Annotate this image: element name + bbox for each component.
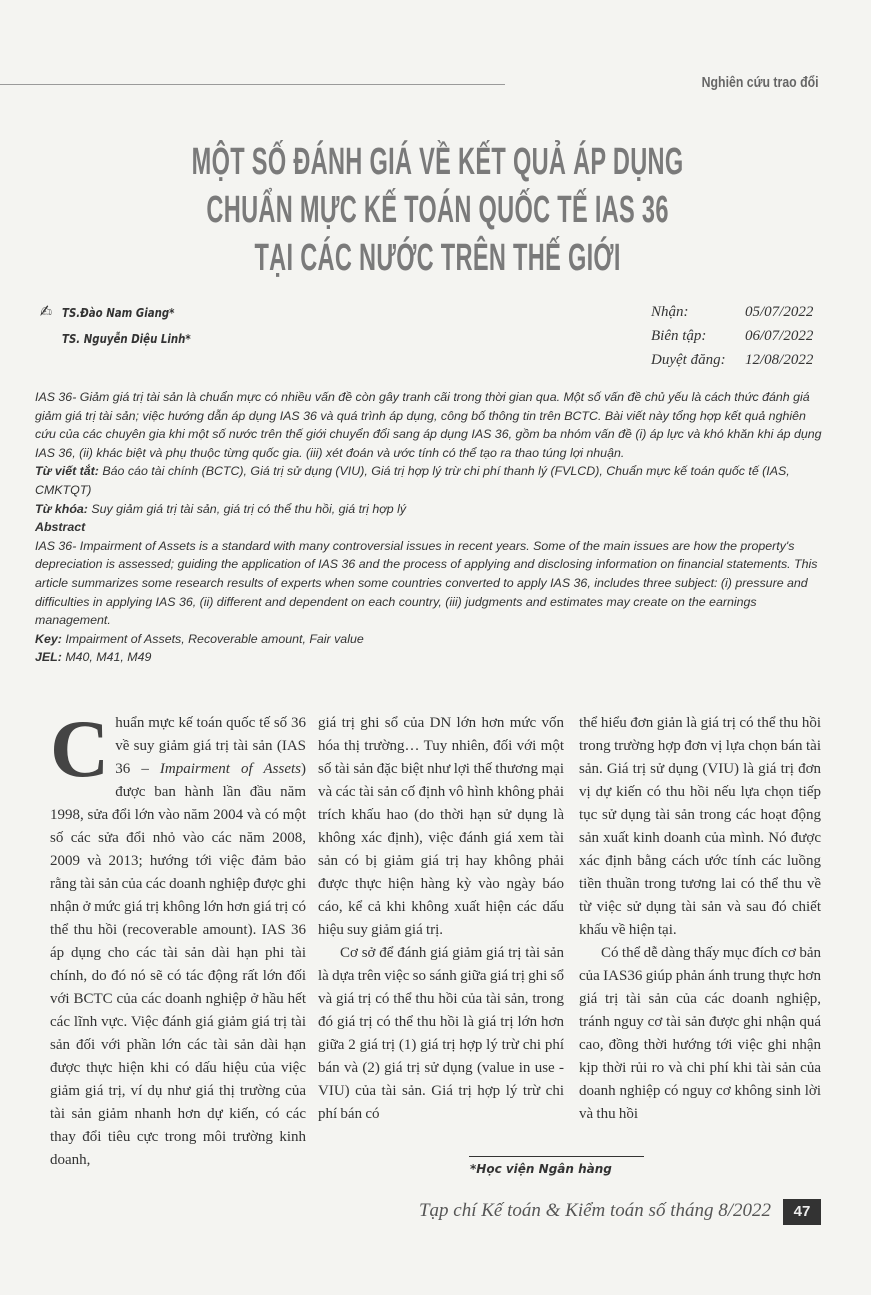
- date-value: 05/07/2022: [745, 304, 814, 320]
- page-number: 47: [783, 1199, 821, 1225]
- title-line: TẠI CÁC NƯỚC TRÊN THẾ GIỚI: [254, 237, 621, 279]
- paragraph-text: ) được ban hành lần đầu năm 1998, sửa đổi lớn vào năm 2004 và có một số các sửa đổi nhỏ vào các năm 2008, 2009 và 2013; hướng tới việc đảm bảo rằng tài sản của các doanh nghiệp được ghi nhận ở mức giá trị không lớn hơn giá trị có thể thu hồi (recoverable amount). IAS 36 áp dụng cho các tài sản dài hạn phi tài chính, do đó nó sẽ có tác động rất lớn đối với BCTC của các doanh nghiệp ở hầu hết các lĩnh vực. Việc đánh giá giảm giá trị tài sản đối với phần lớn các tài sản dài hạn được thực hiện khi có dấu hiệu của việc giảm giá trị, ví dụ như giá thị trường của tài sản giảm nhanh hơn dự kiến, có các thay đổi tiêu cực trong môi trường kinh doanh,: [50, 761, 307, 1168]
- date-value: 06/07/2022: [745, 328, 814, 344]
- key-label: Key:: [35, 631, 62, 646]
- abstract-vi: IAS 36- Giảm giá trị tài sản là chuẩn mực có nhiều vấn đề còn gây tranh cãi trong thời gian qua. Một số vấn đề chủ yếu là cách thức đánh giá giảm giá trị tài sản; việc hướng dẫn áp dụng IAS 36 và quá trình áp dụng, công bố thông tin trên BCTC. Bài viết này tổng hợp kết quả nghiên cứu của các chuyên gia khi một số nước trên thế giới chuyển đổi sang áp dụng IAS 36, gồm ba nhóm vấn đề (i) áp lực và khó khăn khi áp dụng IAS 36, (ii) khác biệt và phụ thuộc từng quốc gia. (iii) xét đoán và ước tính có thể tạo ra thao túng lợi nhuận.: [35, 390, 822, 460]
- paragraph: giá trị ghi sổ của DN lớn hơn mức vốn hóa thị trường… Tuy nhiên, đối với một số tài sản đặc biệt như lợi thế thương mại và các tài sản cố định vô hình không phải trích khấu hao (do thời hạn sử dụng là không xác định), việc đánh giá xem tài sản có bị giảm giá trị hay không phải được thực hiện hàng kỳ vào ngày báo cáo, kể cả khi không xuất hiện các dấu hiệu suy giảm giá trị.: [318, 715, 564, 938]
- keywords-label: Từ khóa:: [35, 501, 88, 516]
- section-label: Nghiên cứu trao đổi: [702, 74, 819, 91]
- drop-cap: C: [50, 703, 110, 794]
- body-column-2: [318, 712, 564, 1126]
- author: TS. Nguyễn Diệu Linh*: [62, 332, 191, 346]
- article-title: [0, 138, 871, 282]
- key-text: Impairment of Assets, Recoverable amount, Fair value: [65, 631, 364, 646]
- pen-icon: ✍: [39, 302, 53, 322]
- title-line: CHUẨN MỰC KẾ TOÁN QUỐC TẾ IAS 36: [206, 189, 669, 231]
- jel-label: JEL:: [35, 650, 62, 665]
- paragraph: Cơ sở để đánh giá giảm giá trị tài sản là dựa trên việc so sánh giữa giá trị ghi sổ và giá trị có thể thu hồi của tài sản, trong đó giá trị có thể thu hồi là giá trị lớn hơn giữa 2 giá trị (1) giá trị hợp lý trừ chi phí bán và (2) giá trị sử dụng (value in use - VIU) của tài sản. Giá trị hợp lý trừ chi phí bán có: [318, 945, 564, 1122]
- header-rule: [0, 84, 505, 85]
- date-label: Biên tập:: [651, 328, 707, 344]
- jel-text: M40, M41, M49: [65, 650, 152, 665]
- date-label: Nhận:: [651, 304, 689, 320]
- author: TS.Đào Nam Giang*: [62, 306, 175, 320]
- footnote: *Học viện Ngân hàng: [470, 1162, 612, 1176]
- abbr-label: Từ viết tắt:: [35, 464, 99, 479]
- abstract-heading: Abstract: [35, 520, 86, 535]
- authors: [39, 300, 191, 352]
- abstract-block: [35, 388, 825, 667]
- footnote-rule: [469, 1156, 644, 1157]
- body-column-1: [50, 703, 307, 1172]
- abbr-text: Báo cáo tài chính (BCTC), Giá trị sử dụng (VIU), Giá trị hợp lý trừ chi phí thanh lý (FVLCD), Chuẩn mực kế toán quốc tế (IAS, CMKTQT): [35, 464, 790, 497]
- italic-term: Impairment of Assets: [159, 761, 302, 777]
- paragraph: Có thể dễ dàng thấy mục đích cơ bản của IAS36 giúp phản ánh trung thực hơn giá trị tài sản của các doanh nghiệp, tránh nguy cơ tài sản được ghi nhận quá cao, đồng thời hướng tới việc ghi nhận kịp thời rủi ro và chi phí khi tài sản của doanh nghiệp có nguy cơ không sinh lời và thu hồi: [579, 945, 821, 1122]
- paragraph-text: huẩn mực kế toán quốc tế số 36 về suy giảm giá trị tài sản (IAS 36 –: [115, 715, 306, 777]
- article-dates: [651, 300, 813, 372]
- title-line: MỘT SỐ ĐÁNH GIÁ VỀ KẾT QUẢ ÁP DỤNG: [191, 141, 684, 183]
- date-label: Duyệt đăng:: [651, 352, 726, 368]
- paragraph: thể hiểu đơn giản là giá trị có thể thu hồi trong trường hợp đơn vị lựa chọn bán tài sản. Giá trị sử dụng (VIU) là giá trị đơn vị dự kiến có thu hồi nếu lựa chọn tiếp tục sử dụng tài sản trong các hoạt động sản xuất kinh doanh của mình. Nó được xác định bằng cách ước tính các luồng tiền thuần trong tương lai có thể thu về từ việc sử dụng tài sản và sau đó chiết khấu về hiện tại.: [579, 715, 821, 938]
- keywords-text: Suy giảm giá trị tài sản, giá trị có thể thu hồi, giá trị hợp lý: [91, 501, 407, 516]
- date-value: 12/08/2022: [745, 352, 814, 368]
- body-column-3: [579, 712, 821, 1126]
- abstract-en: IAS 36- Impairment of Assets is a standard with many controversial issues in recent years. Some of the main issues are how the property's depreciation is assessed; guiding the application of IAS 36 and the process of applying and disclosing information on financial statements. This article summarizes some research results of experts when some countries converted to apply IAS 36, includes three subject: (i) pressure and difficulties in applying IAS 36, (ii) different and dependent on each country, (iii) judgments and estimates may create on the earnings management.: [35, 538, 818, 628]
- journal-footer: Tạp chí Kế toán & Kiểm toán số tháng 8/2022: [418, 1200, 771, 1221]
